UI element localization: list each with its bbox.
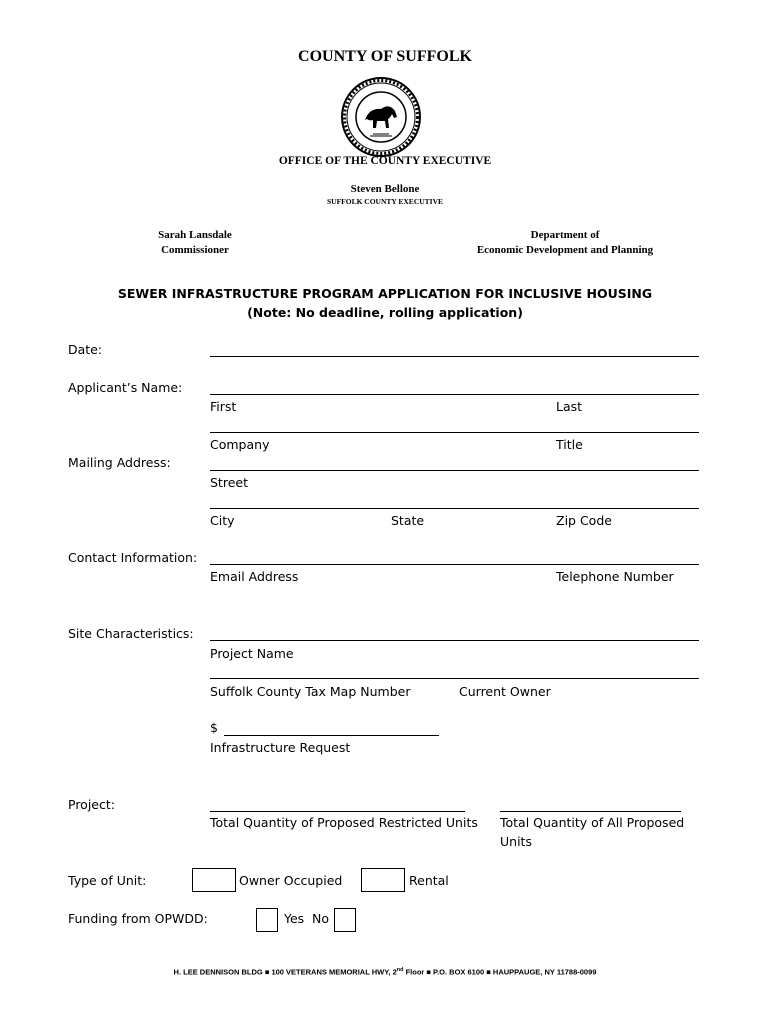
site-characteristics-label: Site Characteristics: xyxy=(68,626,194,641)
funding-yes-label: Yes xyxy=(284,911,305,926)
contact-field[interactable] xyxy=(210,564,699,565)
rental-label: Rental xyxy=(409,873,449,888)
footer-building: H. LEE DENNISON BLDG xyxy=(173,967,263,977)
form-subtitle: (Note: No deadline, rolling application) xyxy=(247,305,523,320)
footer-floor: Floor xyxy=(403,967,425,977)
footer-street-sup: nd xyxy=(396,967,404,973)
company-field[interactable] xyxy=(210,432,699,433)
current-owner-caption: Current Owner xyxy=(459,684,551,699)
date-field[interactable] xyxy=(210,356,699,357)
funding-yes-checkbox[interactable] xyxy=(256,908,278,932)
zip-caption: Zip Code xyxy=(556,513,612,528)
all-units-caption-2: Units xyxy=(500,834,532,849)
infrastructure-request-caption: Infrastructure Request xyxy=(210,740,351,755)
owner-occupied-label: Owner Occupied xyxy=(239,873,343,888)
all-units-field[interactable] xyxy=(500,811,681,812)
unit-type-label: Type of Unit: xyxy=(68,873,147,888)
executive-title: SUFFOLK COUNTY EXECUTIVE xyxy=(327,197,443,206)
footer-po-box: P.O. BOX 6100 xyxy=(433,967,485,977)
restricted-units-field[interactable] xyxy=(210,811,465,812)
telephone-caption: Telephone Number xyxy=(556,569,674,584)
rental-checkbox[interactable] xyxy=(361,868,405,892)
mailing-address-label: Mailing Address: xyxy=(68,455,171,470)
footer-bullet-icon: ■ xyxy=(426,967,431,977)
footer-street: 100 VETERANS MEMORIAL HWY, 2 xyxy=(271,967,397,977)
tax-map-field[interactable] xyxy=(210,678,699,679)
title-caption: Title xyxy=(556,437,583,452)
city-caption: City xyxy=(210,513,235,528)
email-caption: Email Address xyxy=(210,569,299,584)
all-units-caption-1: Total Quantity of All Proposed xyxy=(500,815,685,830)
project-label: Project: xyxy=(68,797,115,812)
project-name-caption: Project Name xyxy=(210,646,294,661)
infrastructure-request-field[interactable] xyxy=(224,735,439,736)
street-field[interactable] xyxy=(210,470,699,471)
project-name-field[interactable] xyxy=(210,640,699,641)
contact-label: Contact Information: xyxy=(68,550,198,565)
office-title: OFFICE OF THE COUNTY EXECUTIVE xyxy=(278,155,492,167)
executive-name: Steven Bellone xyxy=(350,183,420,195)
department-line2: Economic Development and Planning xyxy=(476,244,654,256)
first-name-caption: First xyxy=(210,399,237,414)
restricted-units-caption: Total Quantity of Proposed Restricted Units xyxy=(210,815,478,830)
dollar-sign: $ xyxy=(210,720,218,735)
footer-address xyxy=(0,967,770,977)
funding-label: Funding from OPWDD: xyxy=(68,911,208,926)
funding-no-checkbox[interactable] xyxy=(334,908,356,932)
county-title: COUNTY OF SUFFOLK xyxy=(298,48,472,65)
state-caption: State xyxy=(391,513,425,528)
company-caption: Company xyxy=(210,437,270,452)
date-label: Date: xyxy=(68,342,103,357)
form-title: SEWER INFRASTRUCTURE PROGRAM APPLICATION FOR INCLUSIVE HOUSING xyxy=(117,286,653,301)
applicant-label: Applicant’s Name: xyxy=(68,380,183,395)
footer-bullet-icon: ■ xyxy=(264,967,270,977)
applicant-name-field[interactable] xyxy=(210,394,699,395)
city-state-zip-field[interactable] xyxy=(210,508,699,509)
commissioner-title: Commissioner xyxy=(161,244,229,256)
tax-map-caption: Suffolk County Tax Map Number xyxy=(210,684,411,699)
commissioner-name: Sarah Lansdale xyxy=(158,229,232,241)
county-seal-icon xyxy=(340,76,422,158)
footer-bullet-icon: ■ xyxy=(486,967,491,977)
department-line1: Department of xyxy=(530,229,600,241)
funding-no-label: No xyxy=(312,911,329,926)
owner-occupied-checkbox[interactable] xyxy=(192,868,236,892)
street-caption: Street xyxy=(210,475,248,490)
footer-city: HAUPPAUGE, NY 11788-0099 xyxy=(492,967,597,977)
last-name-caption: Last xyxy=(556,399,583,414)
